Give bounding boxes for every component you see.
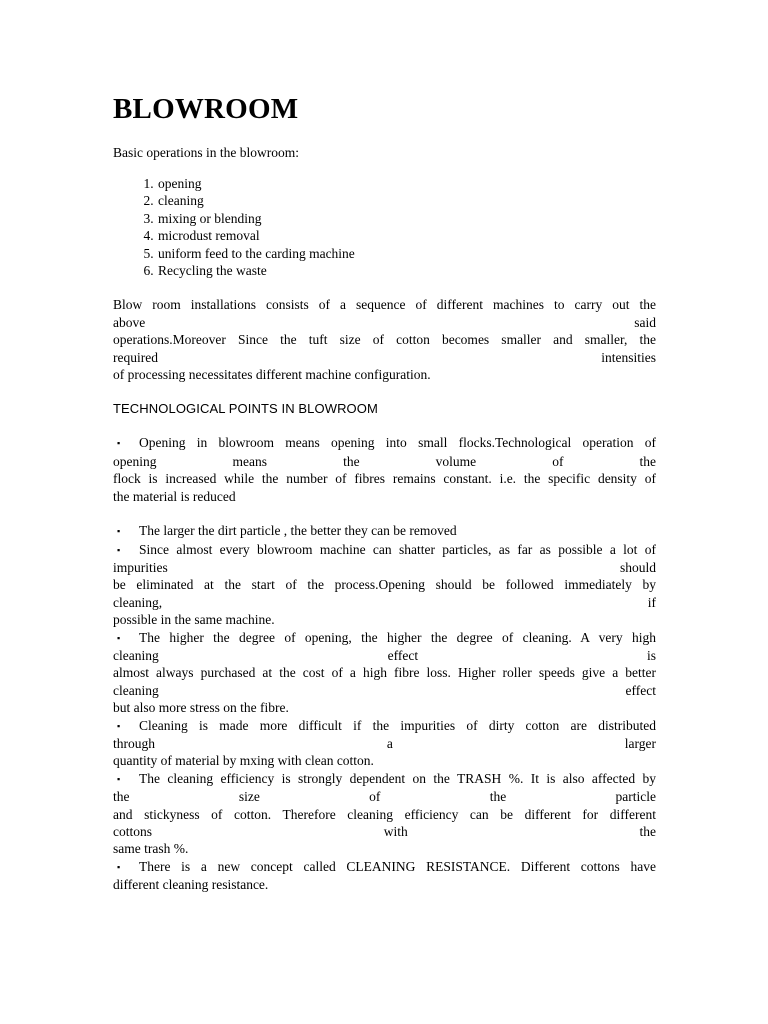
bullet-point [113,858,656,894]
text-line: of processing necessitates different machine configuration. [113,367,431,383]
bullet-point [113,522,656,540]
section-heading: TECHNOLOGICAL POINTS IN BLOWROOM [113,401,378,417]
list-item: 1. opening [157,175,656,192]
bullet-point [113,717,656,770]
text-line: quantity of material by mxing with clean cotton. [113,753,374,769]
bullet-point [113,434,656,505]
text-line: ▪ The cleaning efficiency is strongly dependent on the TRASH %. It is also affected by [113,770,656,788]
text-line: ▪ Since almost every blowroom machine can shatter particles, as far as possible a lot of [113,541,656,559]
list-item: 4. microdust removal [157,227,656,244]
text-line: the size of the particle [113,789,656,805]
operations-list [113,175,656,279]
text-line: impurities should [113,559,656,575]
text-line: cottons with the [113,824,656,839]
text-line: Blow room installations consists of a sequence of different machines to carry out the [113,297,656,313]
text-line: flock is increased while the number of fibres remains constant. i.e. the specific density of [113,471,656,487]
text-line: through a larger [113,735,656,751]
text-line: possible in the same machine. [113,612,275,628]
text-line: ▪ The higher the degree of opening, the higher the degree of cleaning. A very high [113,629,656,647]
list-item: 6. Recycling the waste [157,262,656,279]
list-item: 2. cleaning [157,192,656,209]
text-line: ▪ There is a new concept called CLEANING RESISTANCE. Different cottons have [113,858,656,876]
bullet-icon: ▪ [117,438,121,449]
bullet-icon: ▪ [117,632,121,643]
document-title: BLOWROOM [113,93,299,125]
bullet-point [113,770,656,858]
text-line: ▪ Cleaning is made more difficult if the impurities of dirty cotton are distributed [113,717,656,735]
text-line: different cleaning resistance. [113,877,269,893]
text-line: almost always purchased at the cost of a high fibre loss. Higher roller speeds give a better [113,665,656,681]
bullet-icon: ▪ [117,544,121,555]
bullet-icon: ▪ [117,526,121,537]
text-line: ▪ Opening in blowroom means opening into small flocks.Technological operation of [113,434,656,452]
installation-paragraph [113,296,656,383]
text-line: cleaning effect is [113,647,656,663]
text-line: the material is reduced [113,488,236,504]
text-line: and stickyness of cotton. Therefore cleaning efficiency can be different for different [113,806,656,822]
technological-points [113,434,656,893]
text-line: operations.Moreover Since the tuft size of cotton becomes smaller and smaller, the [113,332,656,348]
text-line: be eliminated at the start of the process.Opening should be followed immediately by [113,577,656,593]
bullet-icon: ▪ [117,861,121,872]
text-line: cleaning effect [113,682,656,698]
text-line: ▪ The larger the dirt particle , the better they can be removed [113,522,656,540]
bullet-point [113,541,656,629]
text-line: above said [113,314,656,330]
intro-text: Basic operations in the blowroom: [113,145,299,160]
bullet-icon: ▪ [117,720,121,731]
document-body [113,92,656,894]
text-line: opening means the volume of the [113,453,656,469]
text-line: same trash %. [113,841,189,857]
text-line: cleaning, if [113,594,656,610]
text-line: but also more stress on the fibre. [113,700,289,716]
bullet-point [113,629,656,717]
list-item: 3. mixing or blending [157,210,656,227]
bullet-icon: ▪ [117,773,121,784]
list-item: 5. uniform feed to the carding machine [157,245,656,262]
text-line: required intensities [113,349,656,365]
